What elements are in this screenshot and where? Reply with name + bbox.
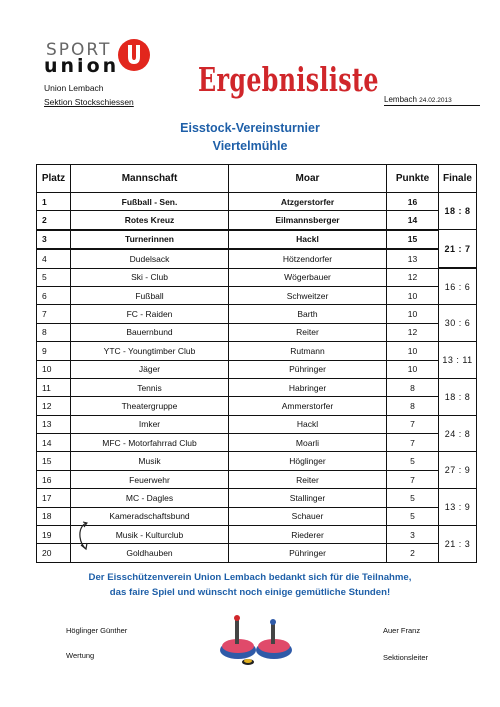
table-row: [37, 323, 477, 341]
cell-moar: Reiter: [229, 470, 387, 488]
cell-platz: 9: [37, 342, 71, 360]
cell-moar: Stallinger: [229, 489, 387, 507]
cell-punkte: 10: [387, 286, 439, 304]
cell-punkte: 5: [387, 489, 439, 507]
cell-platz: 13: [37, 415, 71, 433]
cell-mannschaft: FC - Raiden: [71, 305, 229, 323]
header-finale: Finale: [439, 165, 477, 193]
cell-platz: 12: [37, 397, 71, 415]
cell-platz: 5: [37, 268, 71, 286]
cell-mannschaft: Jäger: [71, 360, 229, 378]
cell-mannschaft: Fußball - Sen.: [71, 193, 229, 211]
cell-mannschaft: Kameradschaftsbund: [71, 507, 229, 525]
cell-punkte: 15: [387, 230, 439, 249]
cell-moar: Hackl: [229, 415, 387, 433]
cell-platz: 8: [37, 323, 71, 341]
cell-finale: 30 : 6: [439, 305, 477, 342]
table-row: [37, 230, 477, 249]
cell-finale: 21 : 7: [439, 230, 477, 268]
cell-mannschaft: Musik - Kulturclub: [71, 526, 229, 544]
logo-union-text: union: [44, 55, 120, 77]
table-row: [37, 305, 477, 323]
table-row: [37, 452, 477, 470]
org-name: Union Lembach: [44, 83, 104, 93]
table-row: [37, 360, 477, 378]
cell-mannschaft: Goldhauben: [71, 544, 229, 562]
cell-finale: 18 : 8: [439, 378, 477, 415]
cell-platz: 15: [37, 452, 71, 470]
cell-mannschaft: Dudelsack: [71, 249, 229, 268]
cell-punkte: 8: [387, 397, 439, 415]
cell-finale: 21 : 3: [439, 526, 477, 563]
cell-mannschaft: YTC - Youngtimber Club: [71, 342, 229, 360]
cell-punkte: 7: [387, 470, 439, 488]
cell-finale: 24 : 8: [439, 415, 477, 452]
cell-moar: Schweitzer: [229, 286, 387, 304]
table-row: [37, 526, 477, 544]
date-line: [384, 95, 480, 106]
logo-sport-text: SPORT: [46, 40, 112, 60]
cell-moar: Atzgerstorfer: [229, 193, 387, 211]
cell-finale: 27 : 9: [439, 452, 477, 489]
table-header-row: [37, 165, 477, 193]
cell-mannschaft: MC - Dagles: [71, 489, 229, 507]
cell-punkte: 10: [387, 360, 439, 378]
cell-platz: 6: [37, 286, 71, 304]
cell-punkte: 10: [387, 305, 439, 323]
org-section: Sektion Stockschiessen: [44, 97, 134, 107]
cell-platz: 20: [37, 544, 71, 562]
cell-punkte: 13: [387, 249, 439, 268]
cell-platz: 3: [37, 230, 71, 249]
table-row: [37, 434, 477, 452]
table-row: [37, 489, 477, 507]
date-value: 24.02.2013: [419, 97, 452, 104]
table-row: [37, 378, 477, 396]
cell-mannschaft: Imker: [71, 415, 229, 433]
cell-moar: Moarli: [229, 434, 387, 452]
table-row: [37, 249, 477, 268]
signature-right-name: Auer Franz: [383, 626, 421, 635]
cell-finale: 18 : 8: [439, 193, 477, 230]
cell-finale: 13 : 9: [439, 489, 477, 526]
cell-moar: Pühringer: [229, 544, 387, 562]
cell-finale: 13 : 11: [439, 342, 477, 379]
cell-moar: Schauer: [229, 507, 387, 525]
cell-moar: Reiter: [229, 323, 387, 341]
cell-mannschaft: Theatergruppe: [71, 397, 229, 415]
cell-platz: 11: [37, 378, 71, 396]
cell-mannschaft: Rotes Kreuz: [71, 211, 229, 230]
cell-platz: 1: [37, 193, 71, 211]
cell-punkte: 3: [387, 526, 439, 544]
cell-moar: Hackl: [229, 230, 387, 249]
header-platz: Platz: [37, 165, 71, 193]
table-row: [37, 268, 477, 286]
cell-platz: 4: [37, 249, 71, 268]
cell-mannschaft: Tennis: [71, 378, 229, 396]
cell-moar: Wögerbauer: [229, 268, 387, 286]
header-mannschaft: Mannschaft: [71, 165, 229, 193]
cell-platz: 18: [37, 507, 71, 525]
cell-platz: 19: [37, 526, 71, 544]
cell-moar: Rutmann: [229, 342, 387, 360]
signature-left-role: Wertung: [66, 651, 95, 660]
cell-platz: 16: [37, 470, 71, 488]
table-row: [37, 286, 477, 304]
cell-moar: Höglinger: [229, 452, 387, 470]
table-row: [37, 211, 477, 230]
cell-mannschaft: MFC - Motorfahrrad Club: [71, 434, 229, 452]
thanks-line-1: Der Eisschützenverein Union Lembach bedankt sich für die Teilnahme,: [88, 572, 412, 583]
cell-punkte: 5: [387, 452, 439, 470]
cell-moar: Pühringer: [229, 360, 387, 378]
signature-right-role: Sektionsleiter: [383, 653, 429, 662]
cell-punkte: 5: [387, 507, 439, 525]
table-row: [37, 507, 477, 525]
cell-platz: 14: [37, 434, 71, 452]
cell-mannschaft: Fußball: [71, 286, 229, 304]
cell-moar: Ammerstorfer: [229, 397, 387, 415]
subtitle-event: Eisstock-Vereinsturnier: [180, 121, 320, 135]
cell-punkte: 2: [387, 544, 439, 562]
cell-platz: 2: [37, 211, 71, 230]
signature-left-name: Höglinger Günther: [66, 626, 128, 635]
cell-punkte: 8: [387, 378, 439, 396]
results-table: [36, 164, 477, 563]
cell-mannschaft: Ski - Club: [71, 268, 229, 286]
table-row: [37, 193, 477, 211]
cell-finale: 16 : 6: [439, 268, 477, 305]
cell-punkte: 12: [387, 268, 439, 286]
cell-moar: Barth: [229, 305, 387, 323]
sport-union-logo-icon: [117, 38, 151, 72]
thanks-line-2: das faire Spiel und wünscht noch einige gemütliche Stunden!: [109, 587, 391, 598]
cell-platz: 10: [37, 360, 71, 378]
header-moar: Moar: [229, 165, 387, 193]
cell-punkte: 7: [387, 415, 439, 433]
cell-punkte: 7: [387, 434, 439, 452]
table-row: [37, 415, 477, 433]
table-row: [37, 342, 477, 360]
date-place: Lembach: [384, 95, 417, 104]
table-row: [37, 397, 477, 415]
cell-moar: Riederer: [229, 526, 387, 544]
cell-moar: Hötzendorfer: [229, 249, 387, 268]
table-row: [37, 470, 477, 488]
cell-punkte: 12: [387, 323, 439, 341]
curling-stones-icon: [212, 606, 304, 668]
subtitle-venue: Viertelmühle: [212, 139, 288, 153]
cell-punkte: 16: [387, 193, 439, 211]
cell-mannschaft: Musik: [71, 452, 229, 470]
cell-punkte: 14: [387, 211, 439, 230]
page-title: Ergebnisliste: [198, 60, 379, 99]
swap-arrow-icon: [74, 521, 94, 553]
cell-mannschaft: Bauernbund: [71, 323, 229, 341]
cell-moar: Eilmannsberger: [229, 211, 387, 230]
header-punkte: Punkte: [387, 165, 439, 193]
cell-mannschaft: Feuerwehr: [71, 470, 229, 488]
cell-punkte: 10: [387, 342, 439, 360]
table-row: [37, 544, 477, 562]
cell-platz: 17: [37, 489, 71, 507]
cell-moar: Habringer: [229, 378, 387, 396]
cell-platz: 7: [37, 305, 71, 323]
cell-mannschaft: Turnerinnen: [71, 230, 229, 249]
